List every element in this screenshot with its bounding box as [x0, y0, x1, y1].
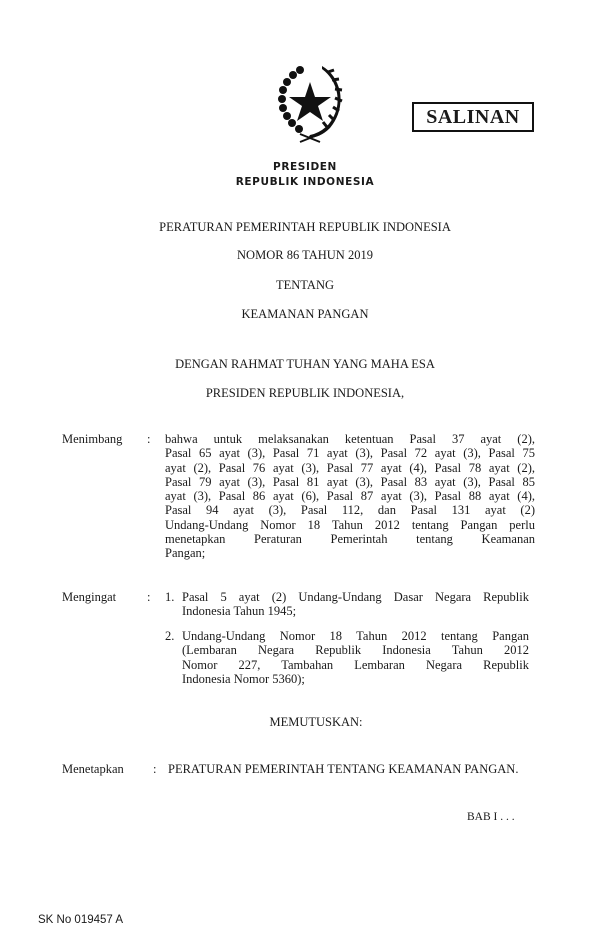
salinan-stamp: SALINAN — [412, 102, 534, 132]
item-line: Indonesia Tahun 1945; — [182, 604, 297, 619]
menimbang-line: Pasal 79 ayat (3), Pasal 81 ayat (3), Pasal 83 ayat (3), Pasal 85 — [165, 474, 535, 489]
item-line: Nomor 227, Tambahan Lembaran Negara Republik — [182, 657, 529, 672]
office-title-line1: PRESIDEN — [273, 161, 337, 173]
menimbang-text — [165, 432, 535, 561]
item-number: 2. — [165, 629, 175, 643]
menimbang-line: Undang-Undang Nomor 18 Tahun 2012 tentang Pangan perlu — [165, 517, 535, 532]
menetapkan-text: PERATURAN PEMERINTAH TENTANG KEAMANAN PANGAN. — [168, 762, 519, 776]
continuation-marker: BAB I . . . — [467, 811, 515, 823]
regulation-subject: KEAMANAN PANGAN — [241, 307, 369, 321]
menetapkan-colon: : — [153, 762, 157, 776]
menimbang-colon: : — [147, 432, 151, 446]
garuda-star-emblem-icon — [270, 58, 350, 146]
menimbang-line: Pasal 94 ayat (3), Pasal 112, dan Pasal 131 ayat (2) — [165, 503, 535, 518]
tentang-heading: TENTANG — [275, 278, 334, 292]
mengingat-item-2 — [165, 629, 535, 689]
footer-code: SK No 019457 A — [38, 914, 124, 926]
mengingat-colon: : — [147, 590, 151, 604]
mengingat-item-1 — [165, 590, 535, 630]
menimbang-line: bahwa untuk melaksanakan ketentuan Pasal 37 ayat (2), — [165, 432, 535, 446]
item-number: 1. — [165, 590, 175, 604]
regulation-number: NOMOR 86 TAHUN 2019 — [237, 248, 373, 262]
menimbang-line: Pasal 65 ayat (3), Pasal 71 ayat (3), Pasal 72 ayat (3), Pasal 75 — [165, 446, 535, 461]
menimbang-line: ayat (2), Pasal 76 ayat (3), Pasal 77 ayat (4), Pasal 78 ayat (2), — [165, 460, 535, 475]
preamble-line2: PRESIDEN REPUBLIK INDONESIA, — [205, 386, 405, 400]
regulation-title: PERATURAN PEMERINTAH REPUBLIK INDONESIA — [159, 220, 451, 234]
menimbang-line: Pangan; — [165, 546, 206, 561]
menimbang-label: Menimbang — [62, 432, 123, 446]
menimbang-line: menetapkan Peraturan Pemerintah tentang Keamanan — [165, 532, 535, 547]
item-line: Indonesia Nomor 5360); — [182, 671, 305, 686]
item-line: Undang-Undang Nomor 18 Tahun 2012 tentang Pangan — [182, 629, 529, 643]
item-line: (Lembaran Negara Republik Indonesia Tahun 2012 — [182, 643, 529, 658]
preamble-line1: DENGAN RAHMAT TUHAN YANG MAHA ESA — [175, 357, 435, 371]
office-title-line2: REPUBLIK INDONESIA — [235, 176, 375, 188]
menetapkan-label: Menetapkan — [62, 762, 124, 776]
memutuskan-heading: MEMUTUSKAN: — [269, 715, 363, 729]
item-line: Pasal 5 ayat (2) Undang-Undang Dasar Negara Republik — [182, 590, 529, 604]
menimbang-line: ayat (3), Pasal 86 ayat (6), Pasal 87 ayat (3), Pasal 88 ayat (4), — [165, 489, 535, 504]
mengingat-label: Mengingat — [62, 590, 117, 604]
